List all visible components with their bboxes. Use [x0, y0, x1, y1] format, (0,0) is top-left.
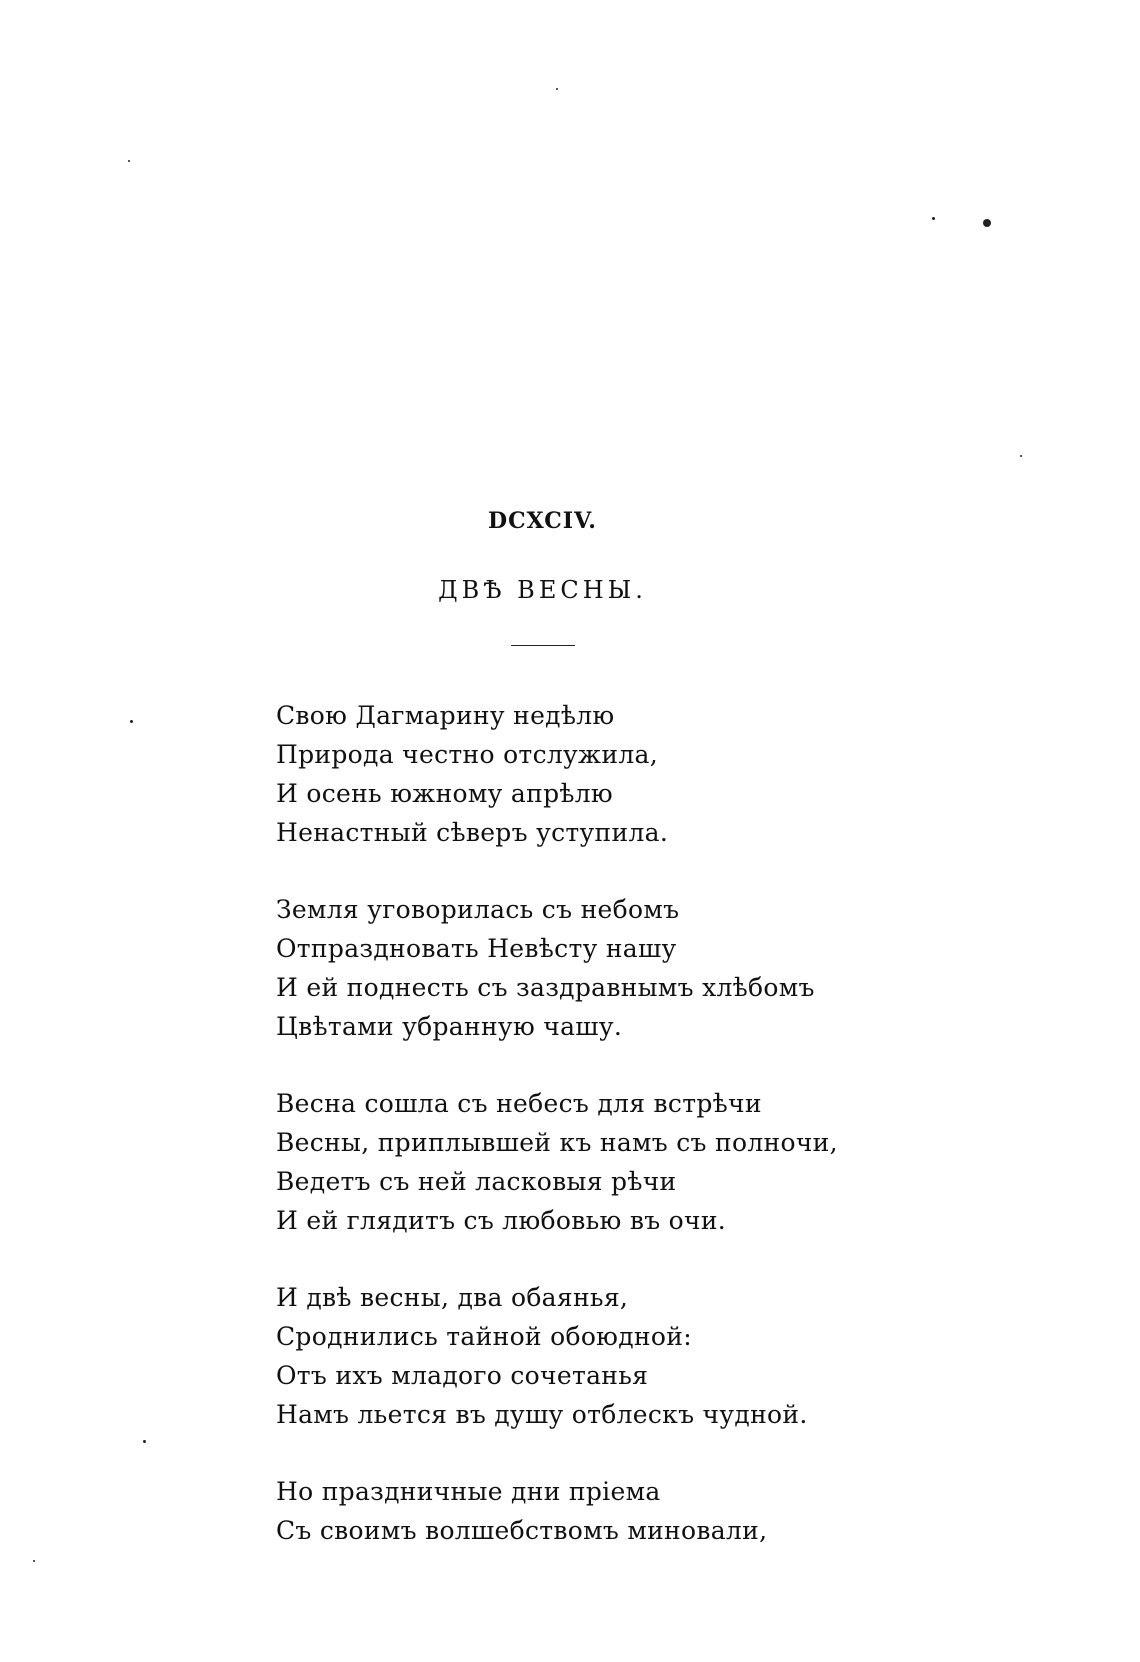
verse-line: Съ своимъ волшебствомъ миновали, [276, 1516, 768, 1545]
verse-line: Свою Дагмарину недѣлю [276, 701, 615, 730]
verse-line: И ей глядитъ съ любовью въ очи. [276, 1206, 727, 1235]
verse-line: И осень южному апрѣлю [276, 779, 613, 808]
verse-line: Земля уговорилась съ небомъ [276, 895, 680, 924]
scan-speck [143, 1440, 146, 1443]
verse-line: И двѣ весны, два обаянья, [276, 1283, 629, 1312]
scan-speck [932, 217, 935, 220]
verse-line: Цвѣтами убранную чашу. [276, 1012, 623, 1041]
poem-title: ДВѢ ВЕСНЫ. [438, 576, 647, 604]
scan-speck [983, 219, 991, 227]
verse-line: Ненастный сѣверъ уступила. [276, 818, 669, 847]
poem-body [276, 696, 896, 1588]
scan-speck [130, 720, 133, 723]
verse-line: И ей поднесть съ заздравнымъ хлѣбомъ [276, 973, 815, 1002]
verse-line: Ведетъ съ ней ласковыя рѣчи [276, 1167, 677, 1196]
verse-line: Сроднились тайной обоюдной: [276, 1322, 692, 1351]
title-divider [511, 645, 575, 646]
verse-line: Весна сошла съ небесъ для встрѣчи [276, 1089, 762, 1118]
poem-number: DCXCIV. [488, 508, 597, 534]
stanza [276, 1084, 896, 1240]
scan-speck [556, 88, 558, 90]
scan-speck [128, 160, 130, 162]
verse-line: Весны, приплывшей къ намъ съ полночи, [276, 1128, 838, 1157]
stanza [276, 1278, 896, 1434]
verse-line: Природа честно отслужила, [276, 740, 658, 769]
verse-line: Отъ ихъ младого сочетанья [276, 1361, 649, 1390]
scan-speck [1020, 455, 1022, 457]
verse-line: Намъ льется въ душу отблескъ чудной. [276, 1400, 808, 1429]
stanza [276, 890, 896, 1046]
verse-line: Отпраздновать Невѣсту нашу [276, 934, 677, 963]
scan-speck [33, 1560, 35, 1562]
stanza [276, 1472, 896, 1550]
stanza [276, 696, 896, 852]
verse-line: Но праздничные дни пріема [276, 1477, 661, 1506]
